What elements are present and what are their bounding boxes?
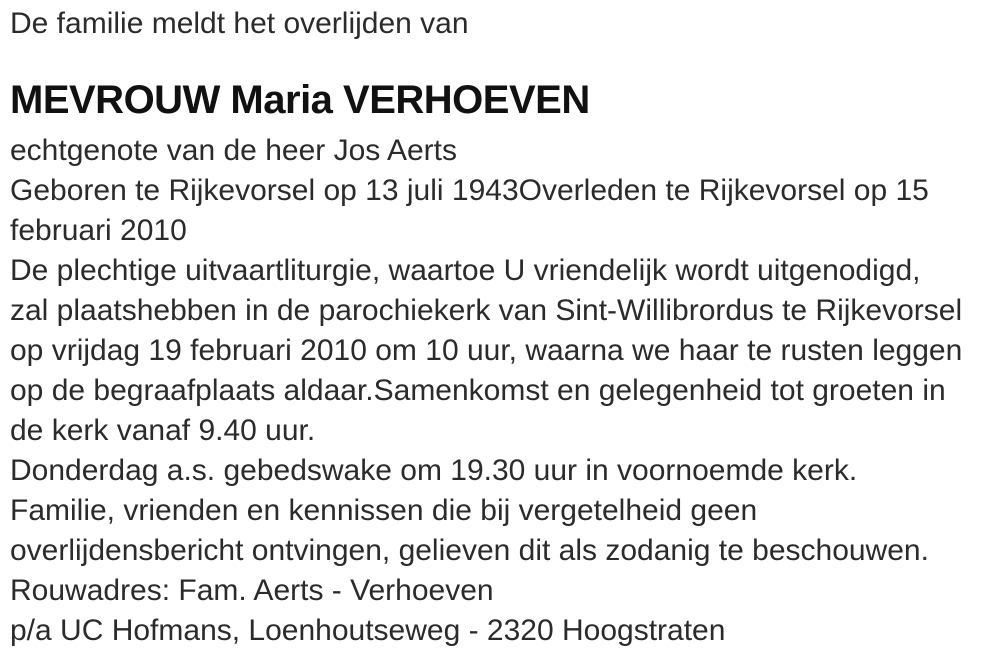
body-line: Geboren te Rijkevorsel op 13 juli 1943Overleden te Rijkevorsel op 15	[10, 174, 929, 207]
body-line: februari 2010	[10, 214, 187, 247]
body-line: p/a UC Hofmans, Loenhoutseweg - 2320 Hoogstraten	[10, 614, 726, 647]
deceased-name-heading: MEVROUW Maria VERHOEVEN	[10, 78, 590, 122]
body-line: echtgenote van de heer Jos Aerts	[10, 134, 457, 167]
body-line: op vrijdag 19 februari 2010 om 10 uur, waarna we haar te rusten leggen	[10, 334, 963, 367]
announcement-body	[10, 131, 962, 651]
body-line: de kerk vanaf 9.40 uur.	[10, 414, 316, 447]
body-line: overlijdensbericht ontvingen, gelieven dit als zodanig te beschouwen.	[10, 534, 929, 567]
body-line: Rouwadres: Fam. Aerts - Verhoeven	[10, 574, 494, 607]
body-line: Familie, vrienden en kennissen die bij vergetelheid geen	[10, 494, 758, 527]
body-line: De plechtige uitvaartliturgie, waartoe U vriendelijk wordt uitgenodigd,	[10, 254, 921, 287]
intro-text: De familie meldt het overlijden van	[10, 7, 469, 40]
body-line: Donderdag a.s. gebedswake om 19.30 uur in voornoemde kerk.	[10, 454, 858, 487]
body-line: op de begraafplaats aldaar.Samenkomst en gelegenheid tot groeten in	[10, 374, 946, 407]
body-line: zal plaatshebben in de parochiekerk van Sint-Willibrordus te Rijkevorsel	[10, 294, 963, 327]
